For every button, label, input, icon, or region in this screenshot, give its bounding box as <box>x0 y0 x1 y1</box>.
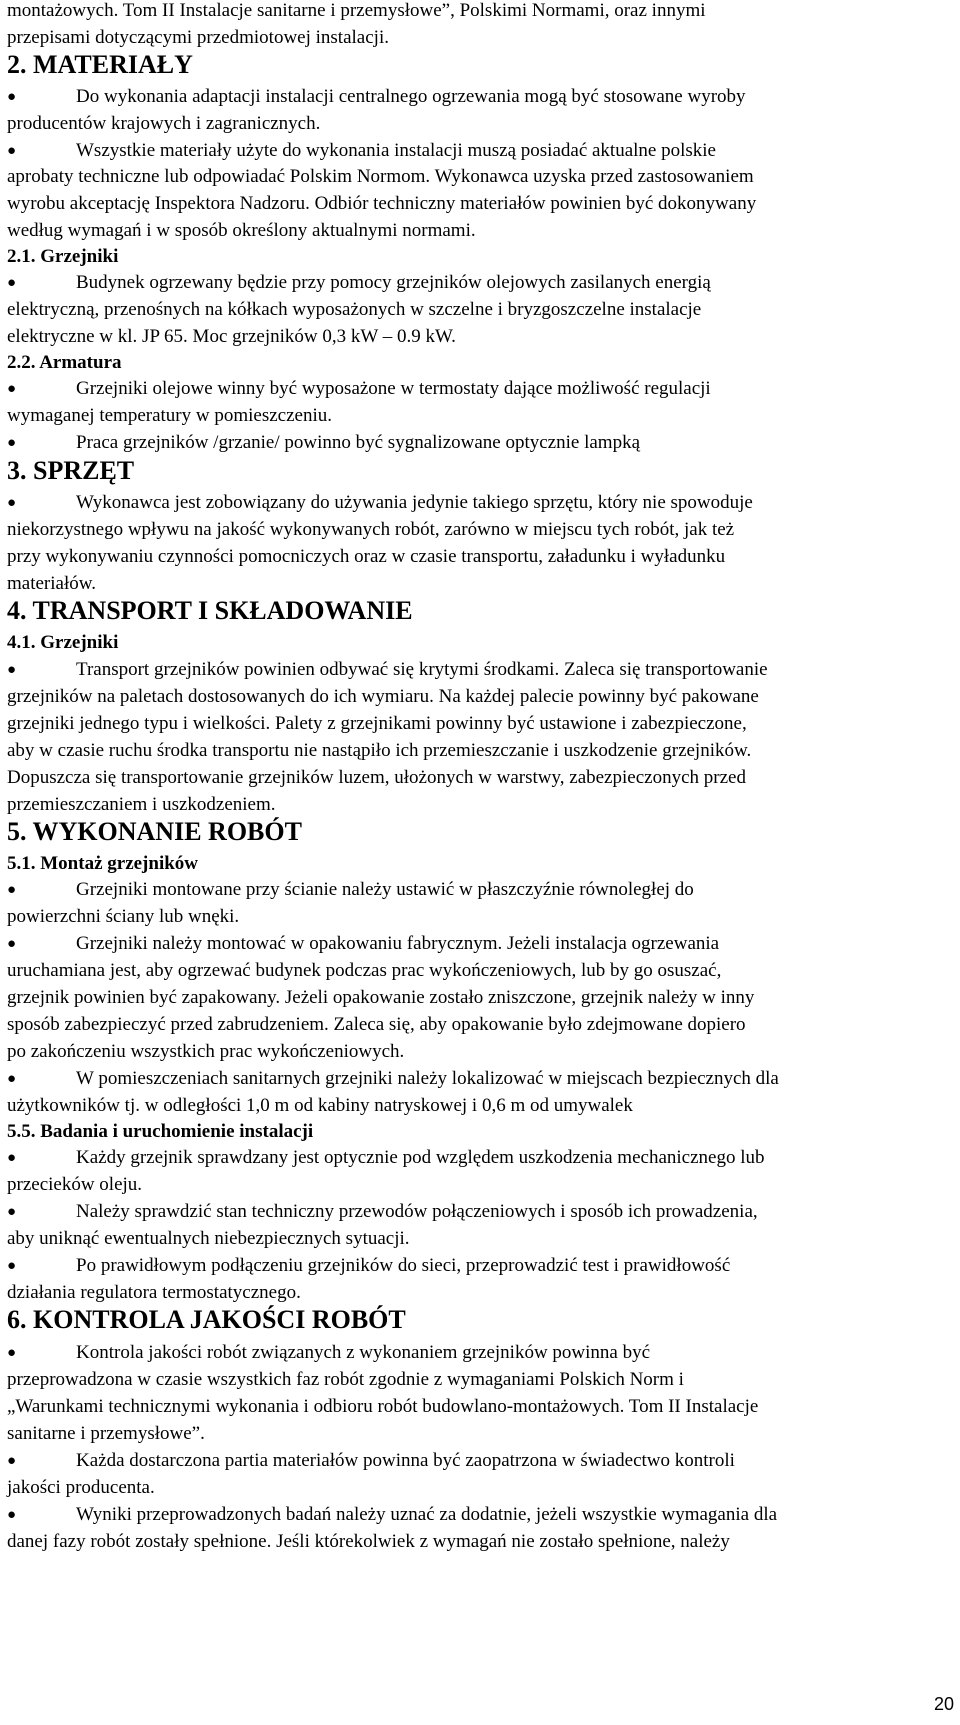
text-line: grzejniki jednego typu i wielkości. Palety z grzejnikami powinny być ustawione i zabezpieczone, <box>7 713 747 734</box>
bullet-icon: ● <box>7 275 17 291</box>
text-line: użytkowników tj. w odległości 1,0 m od kabiny natryskowej i 0,6 m od umywalek <box>7 1095 633 1116</box>
page-number: 20 <box>933 1694 954 1714</box>
text-line: według wymagań i w sposób określony aktualnymi normami. <box>7 220 476 241</box>
subsection-heading: 2.2. Armatura <box>7 352 122 373</box>
bullet-icon: ● <box>7 1453 17 1469</box>
section-heading: 2. MATERIAŁY <box>7 50 193 79</box>
text-line: Po prawidłowym podłączeniu grzejników do sieci, przeprowadzić test i prawidłowość <box>76 1255 731 1276</box>
text-line: aprobaty techniczne lub odpowiadać Polskim Normom. Wykonawca uzyska przed zastosowaniem <box>7 166 754 187</box>
text-line: elektryczną, przenośnych na kółkach wyposażonych w szczelne i bryzgoszczelne instalacje <box>7 299 702 320</box>
text-line: Budynek ogrzewany będzie przy pomocy grzejników olejowych zasilanych energią <box>76 272 711 293</box>
bullet-icon: ● <box>7 1258 17 1274</box>
text-line: wymaganej temperatury w pomieszczeniu. <box>7 405 332 426</box>
text-line: Wszystkie materiały użyte do wykonania instalacji muszą posiadać aktualne polskie <box>76 140 716 161</box>
text-line: Praca grzejników /grzanie/ powinno być sygnalizowane optycznie lampką <box>76 432 640 453</box>
text-line: działania regulatora termostatycznego. <box>7 1282 301 1303</box>
subsection-heading: 5.5. Badania i uruchomienie instalacji <box>7 1121 314 1142</box>
bullet-icon: ● <box>7 882 17 898</box>
text-line: sposób zabezpieczyć przed zabrudzeniem. Zaleca się, aby opakowanie było zdejmowane dopiero <box>7 1014 746 1035</box>
text-line: Dopuszcza się transportowanie grzejników luzem, ułożonych w warstwy, zabezpieczonych przed <box>7 767 746 788</box>
text-line: Kontrola jakości robót związanych z wykonaniem grzejników powinna być <box>76 1342 651 1363</box>
text-line: przemieszczaniem i uszkodzeniem. <box>7 794 276 815</box>
subsection-heading: 2.1. Grzejniki <box>7 246 119 267</box>
text-line: Grzejniki olejowe winny być wyposażone w termostaty dające możliwość regulacji <box>76 378 711 399</box>
bullet-icon: ● <box>7 89 17 105</box>
bullet-icon: ● <box>7 662 17 678</box>
bullet-icon: ● <box>7 143 17 159</box>
bullet-icon: ● <box>7 1345 17 1361</box>
bullet-icon: ● <box>7 1507 17 1523</box>
text-line: „Warunkami technicznymi wykonania i odbioru robót budowlano-montażowych. Tom II Instalacje <box>7 1396 759 1417</box>
subsection-heading: 5.1. Montaż grzejników <box>7 853 199 874</box>
text-line: przecieków oleju. <box>7 1174 143 1195</box>
text-line: Każdy grzejnik sprawdzany jest optycznie pod względem uszkodzenia mechanicznego lub <box>76 1147 765 1168</box>
text-line: powierzchni ściany lub wnęki. <box>7 906 240 927</box>
text-line: przeprowadzona w czasie wszystkich faz robót zgodnie z wymaganiami Polskich Norm i <box>7 1369 684 1390</box>
text-line: grzejników na paletach dostosowanych do ich wymiaru. Na każdej palecie powinny być pakowane <box>7 686 759 707</box>
bullet-icon: ● <box>7 381 17 397</box>
text-line: jakości producenta. <box>7 1477 155 1498</box>
text-line: aby uniknąć ewentualnych niebezpiecznych sytuacji. <box>7 1228 410 1249</box>
text-line: Do wykonania adaptacji instalacji centralnego ogrzewania mogą być stosowane wyroby <box>76 86 746 107</box>
bullet-icon: ● <box>7 936 17 952</box>
text-line: Transport grzejników powinien odbywać się krytymi środkami. Zaleca się transportowanie <box>76 659 768 680</box>
text-line: po zakończeniu wszystkich prac wykończeniowych. <box>7 1041 405 1062</box>
section-heading: 6. KONTROLA JAKOŚCI ROBÓT <box>7 1305 406 1334</box>
text-line: Wykonawca jest zobowiązany do używania jedynie takiego sprzętu, który nie spowoduje <box>76 492 753 513</box>
text-line: danej fazy robót zostały spełnione. Jeśli którekolwiek z wymagań nie zostało spełnione, należy <box>7 1531 730 1552</box>
bullet-icon: ● <box>7 1071 17 1087</box>
bullet-icon: ● <box>7 1204 17 1220</box>
text-line: Grzejniki montowane przy ścianie należy ustawić w płaszczyźnie równoległej do <box>76 879 694 900</box>
text-line: Wyniki przeprowadzonych badań należy uznać za dodatnie, jeżeli wszystkie wymagania dla <box>76 1504 778 1525</box>
text-line: elektryczne w kl. JP 65. Moc grzejników 0,3 kW – 0.9 kW. <box>7 326 456 347</box>
text-line: producentów krajowych i zagranicznych. <box>7 113 321 134</box>
text-line: W pomieszczeniach sanitarnych grzejniki należy lokalizować w miejscach bezpiecznych dla <box>76 1068 779 1089</box>
text-line: wyrobu akceptację Inspektora Nadzoru. Odbiór techniczny materiałów powinien być dokonywany <box>7 193 757 214</box>
text-line: montażowych. Tom II Instalacje sanitarne i przemysłowe”, Polskimi Normami, oraz innymi <box>7 0 706 21</box>
text-line: uruchamiana jest, aby ogrzewać budynek podczas prac wykończeniowych, lub by go osuszać, <box>7 960 722 981</box>
text-line: przy wykonywaniu czynności pomocniczych oraz w czasie transportu, załadunku i wyładunku <box>7 546 726 567</box>
text-line: materiałów. <box>7 573 96 594</box>
text-line: grzejnik powinien być zapakowany. Jeżeli opakowanie zostało zniszczone, grzejnik należy w inny <box>7 987 755 1008</box>
text-line: sanitarne i przemysłowe”. <box>7 1423 205 1444</box>
text-line: przepisami dotyczącymi przedmiotowej instalacji. <box>7 27 389 48</box>
section-heading: 3. SPRZĘT <box>7 456 135 485</box>
bullet-icon: ● <box>7 495 17 511</box>
text-line: Należy sprawdzić stan techniczny przewodów połączeniowych i sposób ich prowadzenia, <box>76 1201 758 1222</box>
bullet-icon: ● <box>7 1150 17 1166</box>
bullet-icon: ● <box>7 435 17 451</box>
section-heading: 4. TRANSPORT I SKŁADOWANIE <box>7 596 413 625</box>
text-line: Grzejniki należy montować w opakowaniu fabrycznym. Jeżeli instalacja ogrzewania <box>76 933 720 954</box>
text-line: aby w czasie ruchu środka transportu nie nastąpiło ich przemieszczanie i uszkodzenie grzejników. <box>7 740 752 761</box>
section-heading: 5. WYKONANIE ROBÓT <box>7 817 302 846</box>
text-line: niekorzystnego wpływu na jakość wykonywanych robót, zarówno w miejscu tych robót, jak też <box>7 519 735 540</box>
subsection-heading: 4.1. Grzejniki <box>7 632 119 653</box>
text-line: Każda dostarczona partia materiałów powinna być zaopatrzona w świadectwo kontroli <box>76 1450 735 1471</box>
